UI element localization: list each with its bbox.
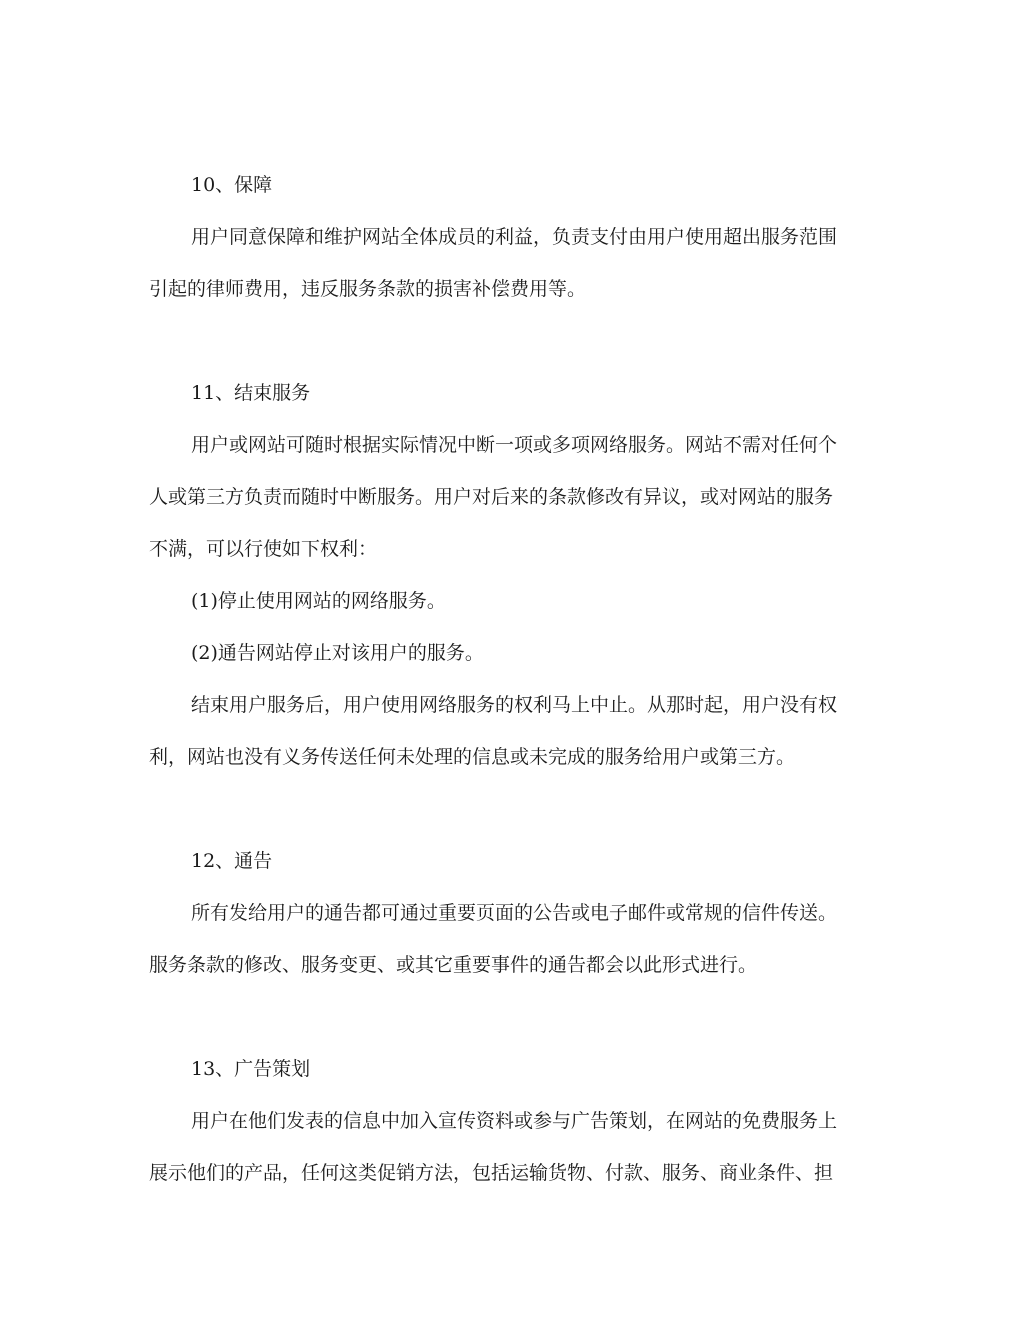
section-11-heading: 11、结束服务 [191,382,311,404]
section-12-line-2: 服务条款的修改、服务变更、或其它重要事件的通告都会以此形式进行。 [149,954,758,976]
section-13-line-2: 展示他们的产品，任何这类促销方法，包括运输货物、付款、服务、商业条件、担 [149,1162,834,1184]
section-11-line-3: 不满，可以行使如下权利： [149,538,378,560]
section-11-list-item-1: (1)停止使用网站的网络服务。 [191,590,446,612]
section-13-heading: 13、广告策划 [191,1058,311,1080]
section-13-line-1: 用户在他们发表的信息中加入宣传资料或参与广告策划，在网站的免费服务上 [191,1110,838,1132]
section-11-line-7: 利，网站也没有义务传送任何未处理的信息或未完成的服务给用户或第三方。 [149,746,796,768]
section-10-heading: 10、保障 [191,174,273,196]
section-12-line-1: 所有发给用户的通告都可通过重要页面的公告或电子邮件或常规的信件传送。 [191,902,838,924]
section-11-line-1: 用户或网站可随时根据实际情况中断一项或多项网络服务。网站不需对任何个 [191,434,838,456]
section-11-list-item-2: (2)通告网站停止对该用户的服务。 [191,642,484,664]
section-11-line-6: 结束用户服务后，用户使用网络服务的权利马上中止。从那时起，用户没有权 [191,694,838,716]
section-11-line-2: 人或第三方负责而随时中断服务。用户对后来的条款修改有异议，或对网站的服务 [149,486,834,508]
section-10-line-1: 用户同意保障和维护网站全体成员的利益，负责支付由用户使用超出服务范围 [191,226,838,248]
section-12-heading: 12、通告 [191,850,273,872]
section-10-line-2: 引起的律师费用，违反服务条款的损害补偿费用等。 [149,278,587,300]
